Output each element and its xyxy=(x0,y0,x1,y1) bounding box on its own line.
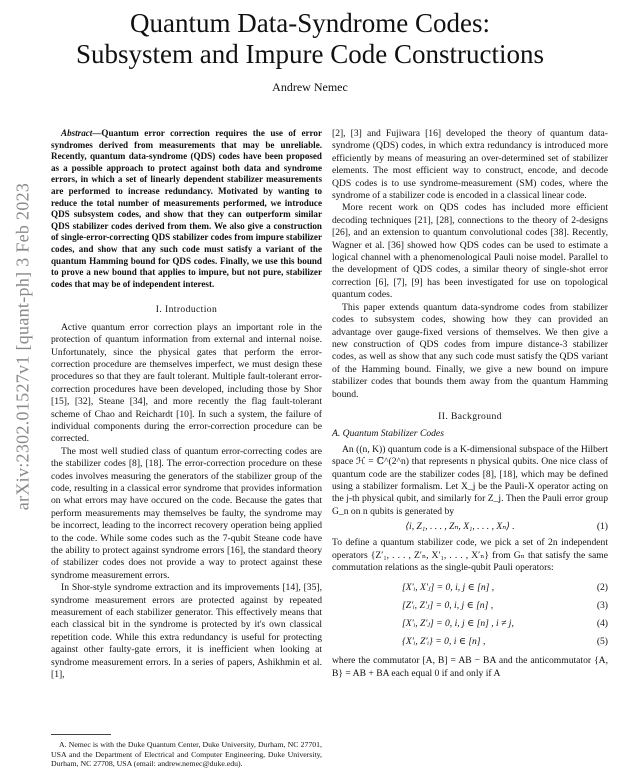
arxiv-identifier: arXiv:2302.01527v1 [quant-ph] 3 Feb 2023 xyxy=(12,182,33,511)
equation-4 xyxy=(332,615,608,633)
title-line-2: Subsystem and Impure Code Constructions xyxy=(76,39,544,69)
equation-expression: {X′ᵢ, Z′ᵢ} = 0, i ∈ [n] , xyxy=(402,636,486,648)
body-paragraph: An ((n, K)) quantum code is a K-dimensional subspace of the Hilbert space ℋ = ℂ^(2^n) that represents n physical qubits. One nice class of quantum code are the stabilizer codes [8], [18], which may be defined using a stabilizer formalism. Let X_j be the Pauli-X operator acting on the j-th physical qubit, and similarly for Z_j. Then the Pauli error group G_n on n qubits is generated by xyxy=(332,443,608,517)
body-paragraph: where the commutator [A, B] = AB − BA and the anticommutator {A, B} = AB + BA each equal 0 if and only if A xyxy=(332,655,608,679)
abstract-lead: Abstract xyxy=(61,128,93,138)
intro-paragraph: In Shor-style syndrome extraction and its improvements [14], [35], syndrome measurement errors are protected against by repeated measurement of each stabilizer generator. This effectively means that each classical bit in the syndrome is protected by it's own classical repetition code. While this extra redundancy is useful for protecting against other faulty-gate errors, it is inefficient when looking at syndrome measurement errors. In a series of papers, Ashikhmin et al. [1], xyxy=(51,582,322,681)
intro-paragraph: The most well studied class of quantum error-correcting codes are the stabilizer codes [8], [18]. The error-correction procedure on these codes involves measuring the generators of the stabilizer group of the code, resulting in a classical error syndrome that provides information on what errors may have occured on the code. Because the gates that perform measurements may themselves be faulty, the syndrome may be incorrect, leading to the incorrect recovery operation being applied to the code. While some codes such as the 7-qubit Steane code have the ability to protect against syndrome errors [16], the standard theory of stabilizer codes does not provide a way to protect against these syndrome measurement errors. xyxy=(51,445,322,581)
equation-number: (3) xyxy=(596,600,608,612)
equation-number: (1) xyxy=(596,521,608,533)
equation-number: (5) xyxy=(596,636,608,648)
subsection-heading: A. Quantum Stabilizer Codes xyxy=(332,428,444,440)
equation-number: (2) xyxy=(596,582,608,594)
right-column xyxy=(332,128,608,680)
body-paragraph: More recent work on QDS codes has included more efficient decoding techniques [21], [28], connections to the theory of 2-designs [26], and an extension to quantum convolutional codes [38]. Recently, Wagner et al. [36] showed how QDS codes can be used to estimate a logical channel with a phenomenological Pauli noise model. Parallel to the development of QDS codes, a similar theory of single-shot error correction [6], [7], [9] has been investigated for use on topological quantum codes. xyxy=(332,202,608,301)
section-heading-background: II. Background xyxy=(438,410,502,422)
body-paragraph: [2], [3] and Fujiwara [16] developed the theory of quantum data-syndrome (QDS) codes, in which extra redundancy is introduced more efficiently by means of measuring an over-determined set of stabilizer elements. The most efficient way to construct, encode, and decode QDS codes is to use syndrome-measurement (SM) codes, where the syndrome of a stabilizer code is encoded in a classical linear code. xyxy=(332,128,608,202)
equation-array xyxy=(332,579,608,651)
equation-3 xyxy=(332,597,608,615)
author: Andrew Nemec xyxy=(272,80,348,94)
equation-expression: [X′ᵢ, X′ⱼ] = 0, i, j ∈ [n] , xyxy=(402,582,495,594)
equation-expression: [X′ᵢ, Z′ⱼ] = 0, i, j ∈ [n] , i ≠ j, xyxy=(402,618,514,630)
title-line-1: Quantum Data-Syndrome Codes: xyxy=(130,8,490,38)
equation-number: (4) xyxy=(596,618,608,630)
paper-title xyxy=(0,8,620,70)
footnote: A. Nemec is with the Duke Quantum Center, Duke University, Durham, NC 27701, USA and the Department of Electrical and Computer Engineering, Duke University, Durham, NC 27708, USA (email: andrew.nemec@duke.edu). xyxy=(51,740,322,769)
intro-paragraph: Active quantum error correction plays an important role in the protection of quantum information from external and internal noise. Unfortunately, since the physical gates that perform the error-correction procedure are themselves imperfect, we must design these procedures so that they are fault tolerant. Multiple fault-tolerant error-correction procedures have been developed, including those by Shor [15], [32], Steane [34], and more recently the flag fault-tolerant scheme of Chao and Reichardt [10]. In such a system, the failure of individual components during the error-correction procedure can be corrected. xyxy=(51,321,322,445)
footnote-rule xyxy=(51,734,111,735)
abstract-text: —Quantum error correction requires the use of error syndromes derived from measurements that may be unreliable. Recently, quantum data-syndrome (QDS) codes have been proposed as a possible approach to protect against both data and syndrome errors, in which a set of linearly dependent stabilizer measurements are performed to increase redundancy. Motivated by wanting to reduce the total number of measurements performed, we introduce QDS subsystem codes, and show that they can outperform similar QDS stabilizer codes derived from them. We also give a construction of single-error-correcting QDS stabilizer codes from impure stabilizer codes, and show that any such code must satisfy a variant of the quantum Hamming bound for QDS codes. Finally, we use this bound to prove a new bound that applies to impure, but not pure, stabilizer codes that may be of independent interest. xyxy=(51,128,322,289)
body-paragraph: This paper extends quantum data-syndrome codes from stabilizer codes to subsystem codes, showing how they can provided an advantage over gauge-fixed versions of themselves. We then give a new construction of QDS codes from impure distance-3 stabilizer codes, as well as show that any such code must satisfy the QDS variant of the Hamming bound. Finally, we give a new bound on impure stabilizer codes that bounds them away from the quantum Hamming bound. xyxy=(332,301,608,400)
section-heading-introduction: I. Introduction xyxy=(155,304,218,316)
equation-2 xyxy=(332,579,608,597)
body-paragraph: To define a quantum stabilizer code, we pick a set of 2n independent operators {Z′₁, . . . , Z′ₙ, X′₁, . . . , X′ₙ} from Gₙ that satisfy the same commutation relations as the single-qubit Pauli operators: xyxy=(332,537,608,573)
left-column xyxy=(51,128,322,682)
abstract xyxy=(51,128,322,290)
equation-1 xyxy=(332,518,608,537)
equation-5 xyxy=(332,633,608,651)
equation-expression: ⟨i, Z₁, . . . , Zₙ, X₁, . . . , Xₙ⟩ . xyxy=(405,521,515,533)
equation-expression: [Z′ᵢ, Z′ⱼ] = 0, i, j ∈ [n] , xyxy=(402,600,494,612)
